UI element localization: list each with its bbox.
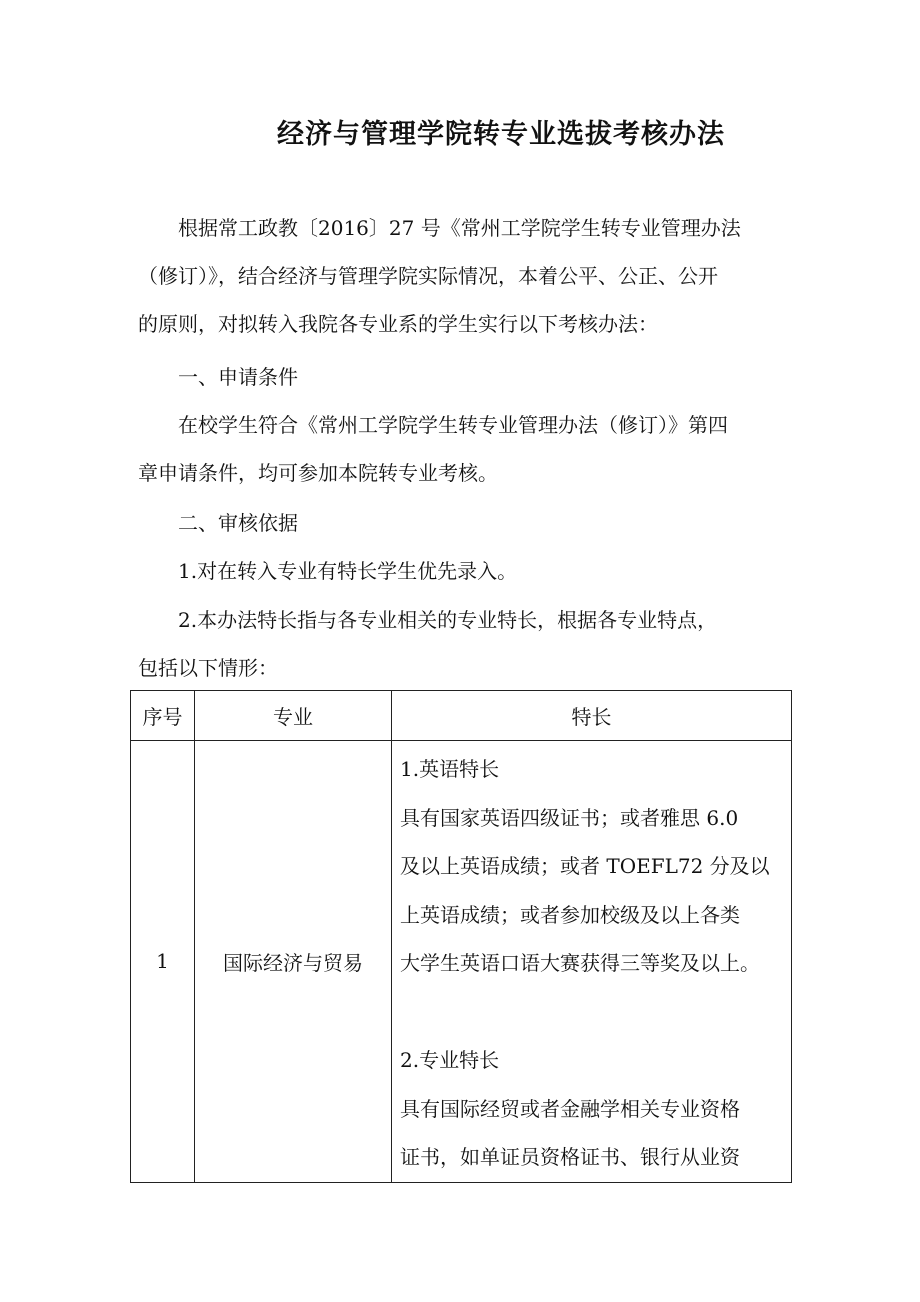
table-header-row <box>131 691 792 741</box>
specialty-line: 具有国际经贸或者金融学相关专业资格 <box>400 1096 740 1121</box>
section2-item2-line: 2.本办法特长指与各专业相关的专业特长，根据各专业特点， <box>178 608 718 632</box>
header-index: 序号 <box>131 691 195 741</box>
specialty-line: 具有国家英语四级证书；或者雅思 6.0 <box>400 805 739 830</box>
section1-heading-block <box>138 353 793 401</box>
row-specialty <box>392 741 792 1183</box>
specialty-table <box>130 690 792 1183</box>
specialty-line: 上英语成绩；或者参加校级及以上各类 <box>400 902 740 927</box>
row-index: 1 <box>131 741 195 1183</box>
section2-item2-line: 包括以下情形： <box>138 656 278 680</box>
section1-line: 章申请条件，均可参加本院转专业考核。 <box>138 461 498 485</box>
specialty-spacer <box>400 988 783 1037</box>
table-row <box>131 741 792 1183</box>
header-specialty: 特长 <box>392 691 792 741</box>
specialty-line: 及以上英语成绩；或者 TOEFL72 分及以 <box>400 854 770 878</box>
section2-heading: 二、审核依据 <box>178 511 298 535</box>
specialty-line: 1.英语特长 <box>400 757 500 781</box>
specialty-line: 2.专业特长 <box>400 1048 500 1072</box>
specialty-line: 大学生英语口语大赛获得三等奖及以上。 <box>400 951 760 975</box>
section2-item2 <box>138 596 793 692</box>
header-major: 专业 <box>195 691 392 741</box>
section1-paragraph <box>138 401 793 497</box>
specialty-line: 证书，如单证员资格证书、银行从业资 <box>400 1145 740 1169</box>
intro-line: 的原则，对拟转入我院各专业系的学生实行以下考核办法： <box>138 312 658 336</box>
section1-heading: 一、申请条件 <box>178 365 298 389</box>
section2-item1-line: 1.对在转入专业有特长学生优先录入。 <box>178 559 518 583</box>
section2-heading-block <box>138 499 793 547</box>
section2-item1 <box>138 547 793 595</box>
row-major: 国际经济与贸易 <box>195 741 392 1183</box>
intro-line: （修订）》，结合经济与管理学院实际情况，本着公平、公正、公开 <box>138 264 718 288</box>
intro-line: 根据常工政教〔2016〕27 号《常州工学院学生转专业管理办法 <box>178 216 741 240</box>
document-title: 经济与管理学院转专业选拔考核办法 <box>277 119 725 150</box>
section1-line: 在校学生符合《常州工学院学生转专业管理办法（修订）》第四 <box>178 413 728 437</box>
intro-paragraph <box>138 204 793 348</box>
